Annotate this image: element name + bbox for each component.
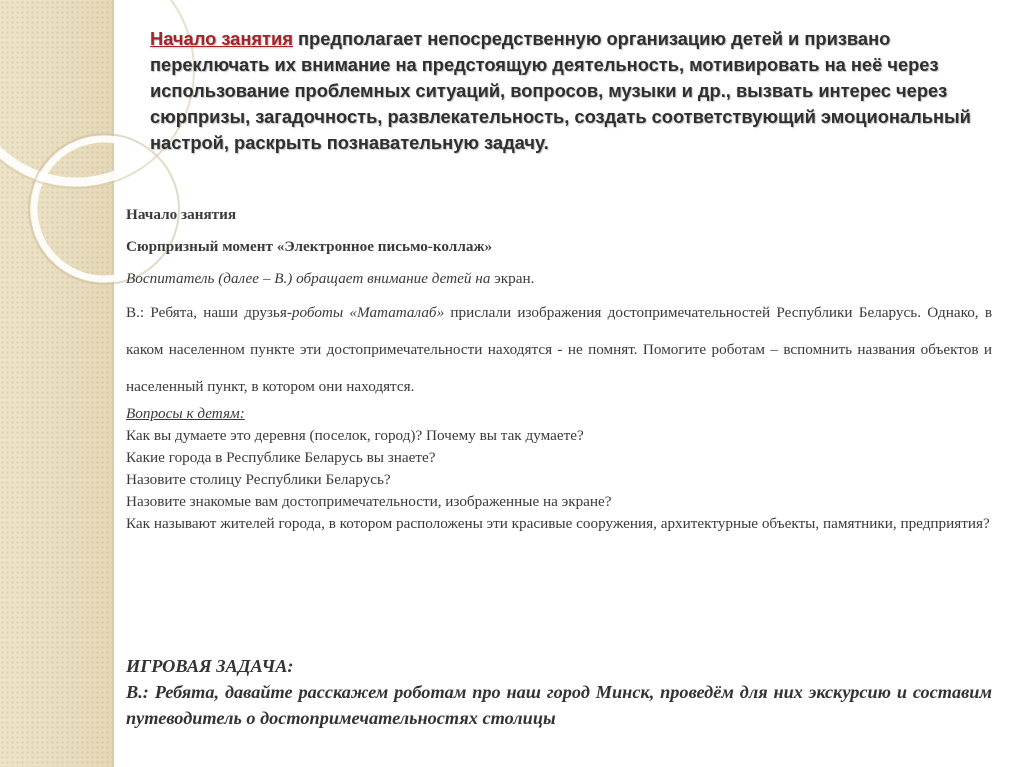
game-text: В.: Ребята, давайте расскажем роботам про наш город Минск, проведём для них экскурсию и составим путеводитель о достопримечательностях столицы xyxy=(126,682,992,728)
question-item: Как вы думаете это деревня (поселок, город)? Почему вы так думаете? xyxy=(126,427,584,444)
header-text: предполагает непосредственную организацию детей и призвано переключать их внимание на предстоящую деятельность, мотивировать на неё через использование проблемных ситуаций, вопросов, музыки и др., вызвать интерес через сюрпризы, загадочность, развлекательность, создать соответствующий эмоциональный настрой, раскрыть познавательную задачу. xyxy=(150,28,971,153)
game-title: ИГРОВАЯ ЗАДАЧА: xyxy=(126,656,294,676)
question-item: Как называют жителей города, в котором расположены эти красивые сооружения, архитектурные объекты, памятники, предприятия? xyxy=(126,515,990,532)
questions-title: Вопросы к детям: xyxy=(126,405,245,422)
teacher-line xyxy=(126,268,992,290)
surprise-moment: Сюрпризный момент «Электронное письмо-коллаж» xyxy=(126,238,493,255)
speech-rest: прислали изображения достопримечательностей Республики Беларусь. Однако, в каком населенном пункте эти достопримечательности находятся - не помнят. Помогите роботам – вспомнить названия объектов и населенный пункт, в котором они находятся. xyxy=(126,304,992,395)
teacher-speech xyxy=(126,294,992,405)
lesson-content xyxy=(126,204,992,535)
header-highlight: Начало занятия xyxy=(150,28,293,49)
question-item: Назовите столицу Республики Беларусь? xyxy=(126,471,391,488)
section-title: Начало занятия xyxy=(126,206,237,223)
question-item: Какие города в Республике Беларусь вы знаете? xyxy=(126,449,436,466)
game-task xyxy=(126,653,992,731)
teacher-line-italic: Воспитатель (далее – В.) обращает внимание детей на xyxy=(126,270,491,287)
question-item: Назовите знакомые вам достопримечательности, изображенные на экране? xyxy=(126,493,612,510)
speech-italic: роботы «Мататалаб» xyxy=(291,304,445,321)
header-paragraph xyxy=(150,26,990,156)
speech-prefix: В.: Ребята, наши друзья- xyxy=(126,304,292,321)
teacher-line-rest: экран. xyxy=(490,270,535,287)
